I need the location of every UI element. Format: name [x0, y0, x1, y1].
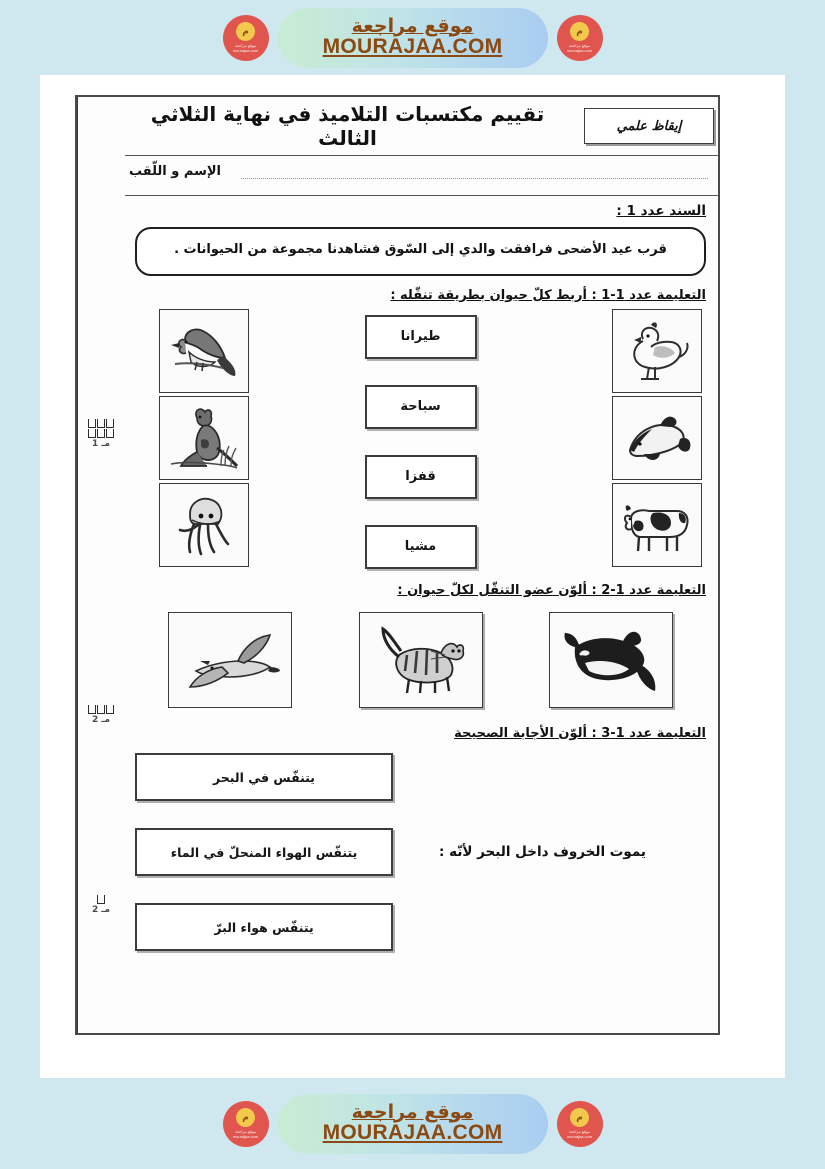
- task2-instruction: التعليمة عدد 1-2 : ألوّن عضو التنقّل لكلّ حيوان :: [397, 582, 706, 598]
- support-label: السند عدد 1 :: [616, 203, 706, 219]
- tally-box[interactable]: [97, 705, 105, 714]
- watermark-band-top: [0, 0, 825, 75]
- score-group-1: [77, 419, 125, 449]
- student-name-row: [125, 155, 718, 196]
- kangaroo-picture[interactable]: [159, 396, 249, 480]
- watermark-english: MOURAJAA.COM: [322, 1121, 503, 1145]
- matching-left-column: [159, 309, 249, 570]
- dolphin-picture[interactable]: [612, 396, 702, 480]
- scoring-margin: [77, 97, 125, 1033]
- task3-instruction: التعليمة عدد 1-3 : ألوّن الأجابة الصحيحة: [454, 725, 706, 741]
- criterion-label: مـ 2: [91, 905, 111, 915]
- score-group-3: [77, 895, 125, 915]
- watermark-pill: [278, 8, 548, 68]
- task1-instruction: التعليمة عدد 1-1 : أربط كلّ حيوان بطريقة تنقّله :: [390, 287, 706, 303]
- word-box[interactable]: سباحة: [365, 385, 477, 429]
- watermark-english: MOURAJAA.COM: [322, 35, 503, 59]
- word-box[interactable]: قفزا: [365, 455, 477, 499]
- mcq-option-list: [135, 753, 393, 951]
- word-box[interactable]: مشيا: [365, 525, 477, 569]
- octopus-picture[interactable]: [159, 483, 249, 567]
- name-write-line[interactable]: [241, 177, 708, 179]
- tally-box[interactable]: [106, 419, 114, 428]
- mourajaa-logo-icon: [223, 1101, 269, 1147]
- watermark-pill: [278, 1094, 548, 1154]
- tally-box[interactable]: [88, 419, 96, 428]
- support-text-box: قرب عيد الأضحى فرافقت والدي إلى السّوق فشاهدنا مجموعة من الحيوانات .: [135, 227, 706, 276]
- mcq-option[interactable]: يتنفّس في البحر: [135, 753, 393, 801]
- tally-box[interactable]: [97, 895, 105, 904]
- tally-box[interactable]: [97, 429, 105, 438]
- watermark-band-bottom: [0, 1078, 825, 1169]
- margin-divider: [77, 97, 78, 1033]
- scanned-exam-frame: [75, 95, 720, 1035]
- logo-badge: م: [236, 1108, 255, 1127]
- tally-row: [77, 895, 125, 904]
- hen-picture[interactable]: [612, 309, 702, 393]
- word-box[interactable]: طيرانا: [365, 315, 477, 359]
- tally-row: [77, 429, 125, 438]
- task3-mcq: [135, 755, 706, 950]
- mcq-question: يموت الخروف داخل البحر لأنّه :: [439, 844, 646, 861]
- logo-badge: م: [570, 1108, 589, 1127]
- tally-box[interactable]: [88, 429, 96, 438]
- bird-picture[interactable]: [159, 309, 249, 393]
- mcq-option[interactable]: يتنفّس الهواء المنحلّ في الماء: [135, 828, 393, 876]
- exam-body: [125, 195, 718, 1033]
- cat-picture[interactable]: [359, 612, 483, 708]
- logo-caption: موقع مراجعة mourajaa.com: [566, 43, 593, 53]
- logo-caption: موقع مراجعة mourajaa.com: [566, 1129, 593, 1139]
- cow-picture[interactable]: [612, 483, 702, 567]
- orca-picture[interactable]: [549, 612, 673, 708]
- name-label: الإسم و اللّقب: [129, 163, 222, 179]
- page-title: تقييم مكتسبات التلاميذ في نهاية الثلاثي الثالث: [150, 102, 545, 150]
- watermark-arabic: موقع مراجعة: [351, 1100, 474, 1123]
- tally-box[interactable]: [88, 705, 96, 714]
- subject-badge: إيقاظ علمي: [584, 108, 714, 144]
- matching-word-column: [365, 315, 477, 569]
- mourajaa-logo-icon: [557, 15, 603, 61]
- tally-box[interactable]: [106, 705, 114, 714]
- mourajaa-logo-icon: [557, 1101, 603, 1147]
- logo-caption: موقع مراجعة mourajaa.com: [232, 43, 259, 53]
- tally-box[interactable]: [106, 429, 114, 438]
- exam-header: [125, 97, 718, 156]
- matching-exercise: [135, 309, 706, 571]
- flying-bird-picture[interactable]: [168, 612, 292, 708]
- logo-caption: موقع مراجعة mourajaa.com: [232, 1129, 259, 1139]
- tally-row: [77, 705, 125, 714]
- matching-right-column: [612, 309, 702, 570]
- task2-picture-row: [135, 606, 706, 714]
- tally-box[interactable]: [97, 419, 105, 428]
- score-group-2: [77, 705, 125, 725]
- mcq-option[interactable]: يتنفّس هواء البرّ: [135, 903, 393, 951]
- criterion-label: مـ 2: [91, 715, 111, 725]
- watermark-arabic: موقع مراجعة: [351, 14, 474, 37]
- worksheet-page: [40, 75, 785, 1078]
- criterion-label: مـ 1: [91, 439, 111, 449]
- logo-badge: م: [236, 22, 255, 41]
- mourajaa-logo-icon: [223, 15, 269, 61]
- tally-row: [77, 419, 125, 428]
- logo-badge: م: [570, 22, 589, 41]
